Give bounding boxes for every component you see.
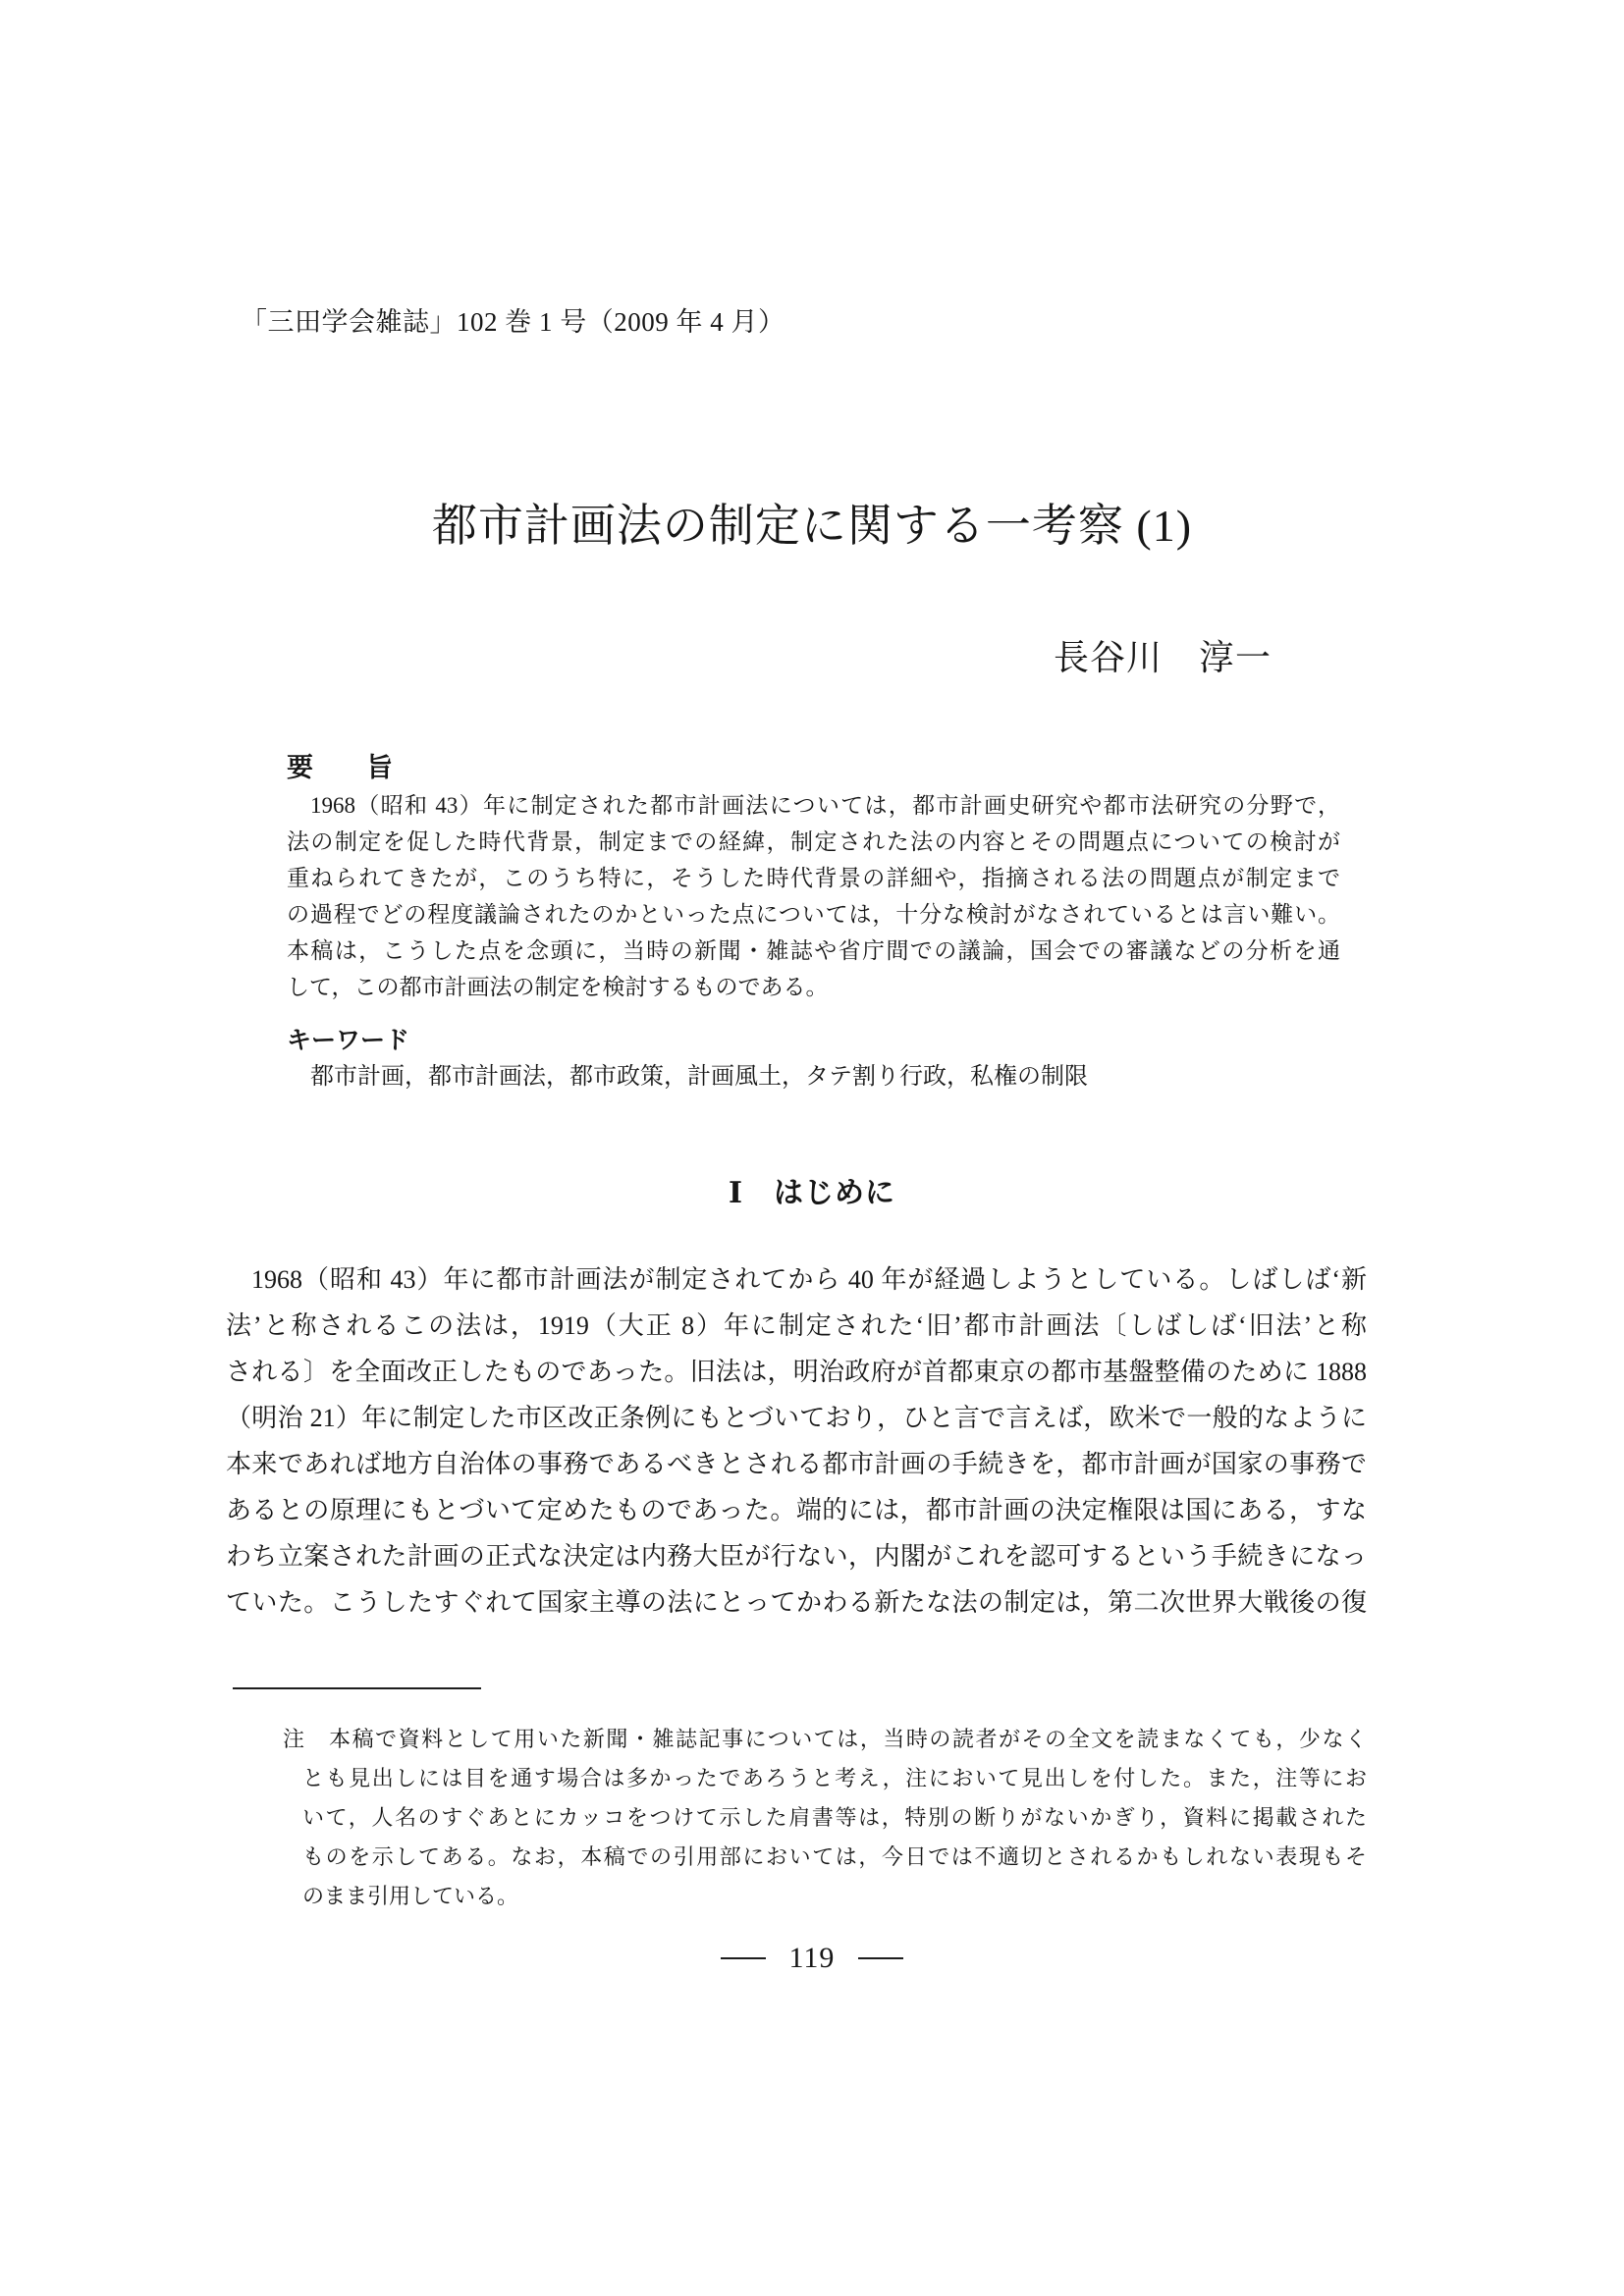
body-line: される〕を全面改正したものであった。旧法は，明治政府が首都東京の都市基盤整備のために 1888 <box>226 1358 1367 1386</box>
keywords-list: 都市計画，都市計画法，都市政策，計画風土，タテ割り行政，私権の制限 <box>310 1064 1088 1090</box>
abstract-heading: 要 旨 <box>287 753 393 782</box>
body-line: 1968（昭和 43）年に都市計画法が制定されてから 40 年が経過しようとしている。しばしば‘新 <box>251 1265 1367 1294</box>
footnote-line: とも見出しには目を通す場合は多かったであろうと考え，注において見出しを付した。また，注等にお <box>302 1766 1367 1790</box>
body-line: ていた。こうしたすぐれて国家主導の法にとってかわる新たな法の制定は，第二次世界大戦後の復 <box>226 1588 1367 1617</box>
abstract-line: して，この都市計画法の制定を検討するものである。 <box>287 975 829 999</box>
footnote-line: のまま引用している。 <box>302 1884 519 1908</box>
body-line: 法’と称されるこの法は，1919（大正 8）年に制定された‘旧’都市計画法〔しばしば‘旧法’と称 <box>226 1311 1367 1340</box>
page-number-row <box>0 1942 1624 1975</box>
body-line: （明治 21）年に制定した市区改正条例にもとづいており，ひと言で言えば，欧米で一般的なように <box>226 1404 1367 1432</box>
abstract-line: 本稿は，こうした点を念頭に，当時の新聞・雑誌や省庁間での議論，国会での審議などの分析を通 <box>287 938 1340 963</box>
abstract-line: 重ねられてきたが，このうち特に，そうした時代背景の詳細や，指摘される法の問題点が制定まで <box>287 866 1340 890</box>
page-number: 119 <box>788 1942 836 1974</box>
paper-title: 都市計画法の制定に関する一考察 (1) <box>431 500 1193 551</box>
body-line: 本来であれば地方自治体の事務であるべきとされる都市計画の手続きを，都市計画が国家の事務で <box>226 1450 1367 1478</box>
abstract-line: 法の制定を促した時代背景，制定までの経緯，制定された法の内容とその問題点についての検討が <box>287 829 1340 854</box>
keywords-section <box>287 1023 1340 1095</box>
page-number-left-rule <box>721 1957 766 1959</box>
section-heading-hajimeni: Ⅰ はじめに <box>728 1177 896 1209</box>
footnote-line: 注 本稿で資料として用いた新聞・雑誌記事については，当時の読者がその全文を読まなくても，少なく <box>283 1727 1367 1751</box>
page-number-right-rule <box>858 1957 903 1959</box>
footnote-section <box>283 1720 1367 1916</box>
body-line: わち立案された計画の正式な決定は内務大臣が行ない，内閣がこれを認可するという手続きになっ <box>226 1542 1367 1571</box>
author-name: 長谷川 淳一 <box>1053 638 1272 677</box>
body-text <box>226 1256 1367 1626</box>
abstract-section <box>287 749 1340 1005</box>
journal-header: 「三田学会雑誌」102 巻 1 号（2009 年 4 月） <box>241 307 785 337</box>
footnote-line: いて，人名のすぐあとにカッコをつけて示した肩書等は，特別の断りがないかぎり，資料に掲載された <box>302 1805 1367 1830</box>
abstract-line: 1968（昭和 43）年に制定された都市計画法については，都市計画史研究や都市法研究の分野で， <box>310 793 1340 818</box>
footnote-separator-rule <box>233 1687 481 1689</box>
footnote-line: ものを示してある。なお，本稿での引用部においては，今日では不適切とされるかもしれない表現もそ <box>302 1844 1367 1869</box>
body-line: あるとの原理にもとづいて定めたものであった。端的には，都市計画の決定権限は国にある，すな <box>226 1496 1367 1524</box>
abstract-line: の過程でどの程度議論されたのかといった点については，十分な検討がなされているとは言い難い。 <box>287 902 1340 927</box>
keywords-heading: キーワード <box>287 1027 410 1054</box>
